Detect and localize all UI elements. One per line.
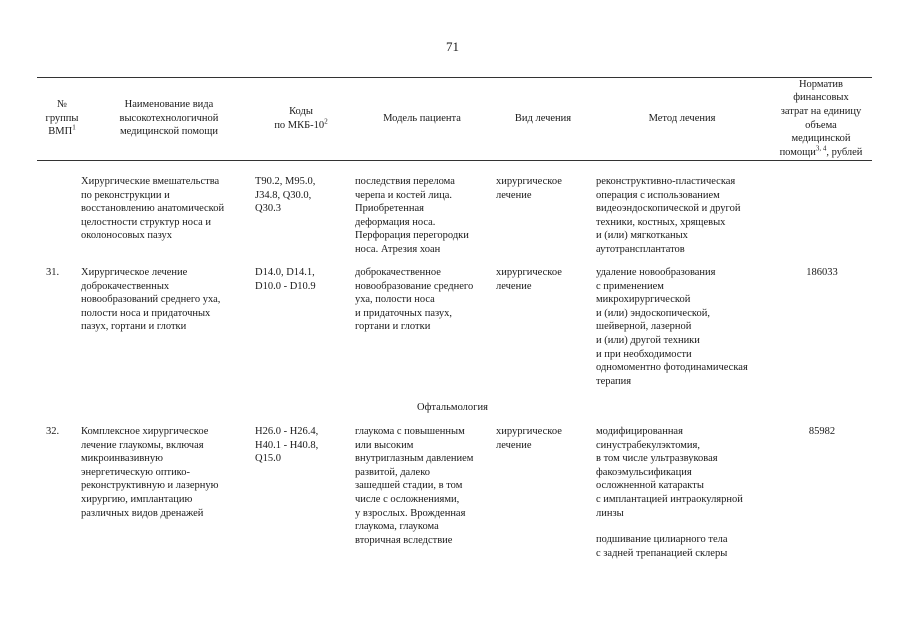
row-32-care-type: Комплексное хирургическое лечение глаукомы, включая микроинвазивную энергетическую оптико- реконструктивную и лазерную хирургию, имплантацию различных видов дренажей [81,426,219,519]
row-32-treatment-kind: хирургическое лечение [496,426,562,451]
row-32-icd-codes: H26.0 - H26.4, H40.1 - H40.8, Q15.0 [255,426,319,465]
row-32-treatment-method-alt: подшивание цилиарного тела с задней трепанацией склеры [596,534,728,559]
section-title-ophthalmology: Офтальмология [417,402,488,413]
row-31-treatment-method: удаление новообразования с применением микрохирургической и (или) эндоскопической, шейверной, лазерной и (или) другой техники и при необходимости одномоментно фотодинамическая терапия [596,267,748,387]
row-1-icd-codes: T90.2, M95.0, J34.8, Q30.0, Q30.3 [255,176,316,215]
row-31-treatment-kind: хирургическое лечение [496,267,562,292]
row-32-treatment-method: модифицированная синустрабекулэктомия, в том числе ультразвуковая факоэмульсификация осложненной катаракты с имплантацией интраокулярной линзы [596,426,743,519]
header-treatment-kind: Вид лечения [514,112,572,124]
row-32-number: 32. [46,426,60,437]
header-icd-codes: Коды по МКБ-$10^2$ [274,105,328,131]
row-32-cost: 85982 [808,426,836,437]
header-cost-norm: Норматив финансовых затрат на единицу объема медицинской помощи$^{3, 4}$, рублей [779,78,863,158]
table-header-rule [37,160,872,161]
header-treatment-method: Метод лечения [648,112,716,124]
row-32-patient-model: глаукома с повышенным или высоким внутриглазным давлением развитой, далеко зашедшей стадии, в том числе с осложнениями, у взрослых. Врожденная глаукома, глаукома вторичная вследствие [355,426,474,546]
row-1-treatment-kind: хирургическое лечение [496,176,562,201]
header-patient-model: Модель пациента [383,112,461,124]
row-31-cost: 186033 [806,267,838,278]
row-31-care-type: Хирургическое лечение доброкачественных новообразований среднего уха, полости носа и придаточных пазух, гортани и глотки [81,267,221,333]
header-care-type: Наименование вида высокотехнологичной медицинской помощи [119,99,219,138]
row-1-treatment-method: реконструктивно-пластическая операция с использованием видеоэндоскопической и другой техники, костных, хрящевых и (или) мягкотканых аутотрансплантатов [596,176,741,255]
row-31-icd-codes: D14.0, D14.1, D10.0 - D10.9 [255,267,316,292]
row-1-patient-model: последствия перелома черепа и костей лица. Приобретенная деформация носа. Перфорация перегородки носа. Атрезия хоан [355,176,469,255]
header-group-number: № группы ВМП$^1$ [45,99,79,138]
row-1-care-type: Хирургические вмешательства по реконструкции и восстановлению анатомической целостности структур носа и околоносовых пазух [81,176,225,242]
page-number: 71 [446,39,459,54]
row-31-patient-model: доброкачественное новообразование среднего уха, полости носа и придаточных пазух, гортани и глотки [355,267,474,333]
row-31-number: 31. [46,267,60,278]
